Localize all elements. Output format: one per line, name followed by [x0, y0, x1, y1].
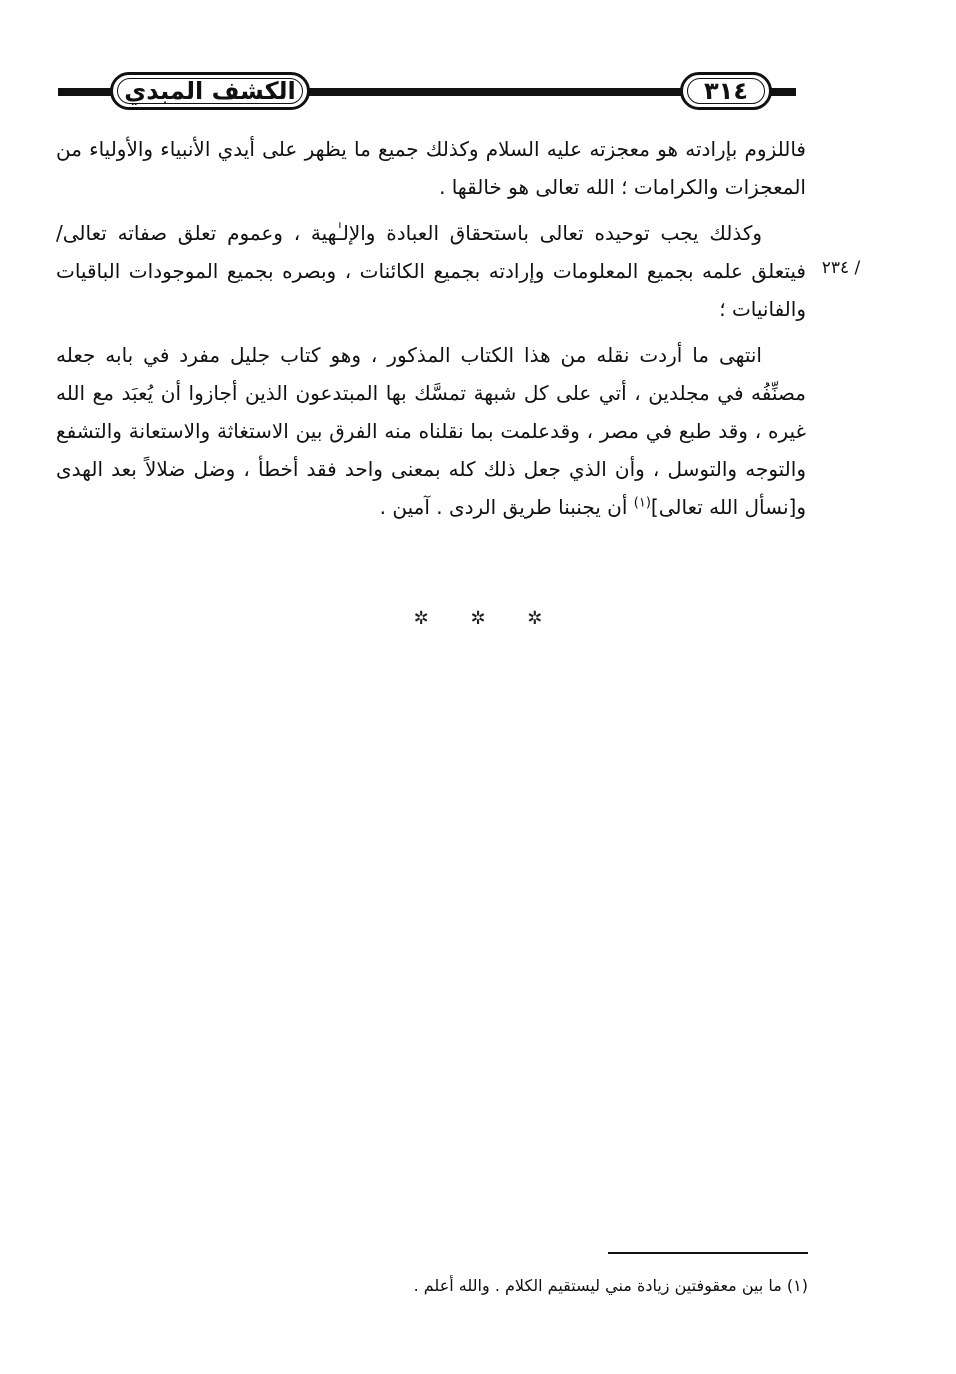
- main-text: [56, 130, 806, 534]
- section-separator: ✲ ✲ ✲: [413, 608, 561, 629]
- margin-page-reference: / ٢٣٤: [821, 258, 861, 278]
- footnote-marker: (١): [633, 495, 651, 511]
- paragraph-1: فاللزوم بإرادته هو معجزته عليه السلام وكذلك جميع ما يظهر على أيدي الأنبياء والأولياء من المعجزات والكرامات ؛ الله تعالى هو خالقها .: [56, 137, 806, 199]
- paragraph-2: وكذلك يجب توحيده تعالى باستحقاق العبادة والإلـٰهية ، وعموم تعلق صفاته تعالى/ فيتعلق علمه بجميع المعلومات وإرادته بجميع الكائنات ، وبصره بجميع الموجودات الباقيات والفانيات ؛: [56, 221, 806, 321]
- paragraph-3-ending: أن يجنبنا طريق الردى . آمين .: [379, 495, 634, 519]
- page-header: [58, 70, 796, 116]
- footnote-rule: [608, 1252, 808, 1254]
- paragraph-3: [56, 336, 806, 526]
- book-title: الكشف المبدي: [110, 72, 310, 110]
- footnote: (١) ما بين معقوفتين زيادة مني ليستقيم الكلام . والله أعلم .: [413, 1276, 808, 1295]
- paragraph-3-text: انتهى ما أردت نقله من هذا الكتاب المذكور ، وهو كتاب جليل مفرد في بابه جعله مصنِّفُه في مجلدين ، أتي على كل شبهة تمسَّك بها المبتدعون الذين أجازوا أن يُعبَد مع الله غيره ، وقد طبع في مصر ، وقدعلمت بما نقلناه منه الفرق بين الاستغاثة والاستعانة والتشفع والتوجه والتوسل ، وأن الذي جعل ذلك كله بمعنى واحد فقد أخطأ ، وضل ضلالاً بعد الهدى و[نسأل الله تعالى]: [56, 343, 806, 519]
- page-number: ٣١٤: [680, 72, 772, 110]
